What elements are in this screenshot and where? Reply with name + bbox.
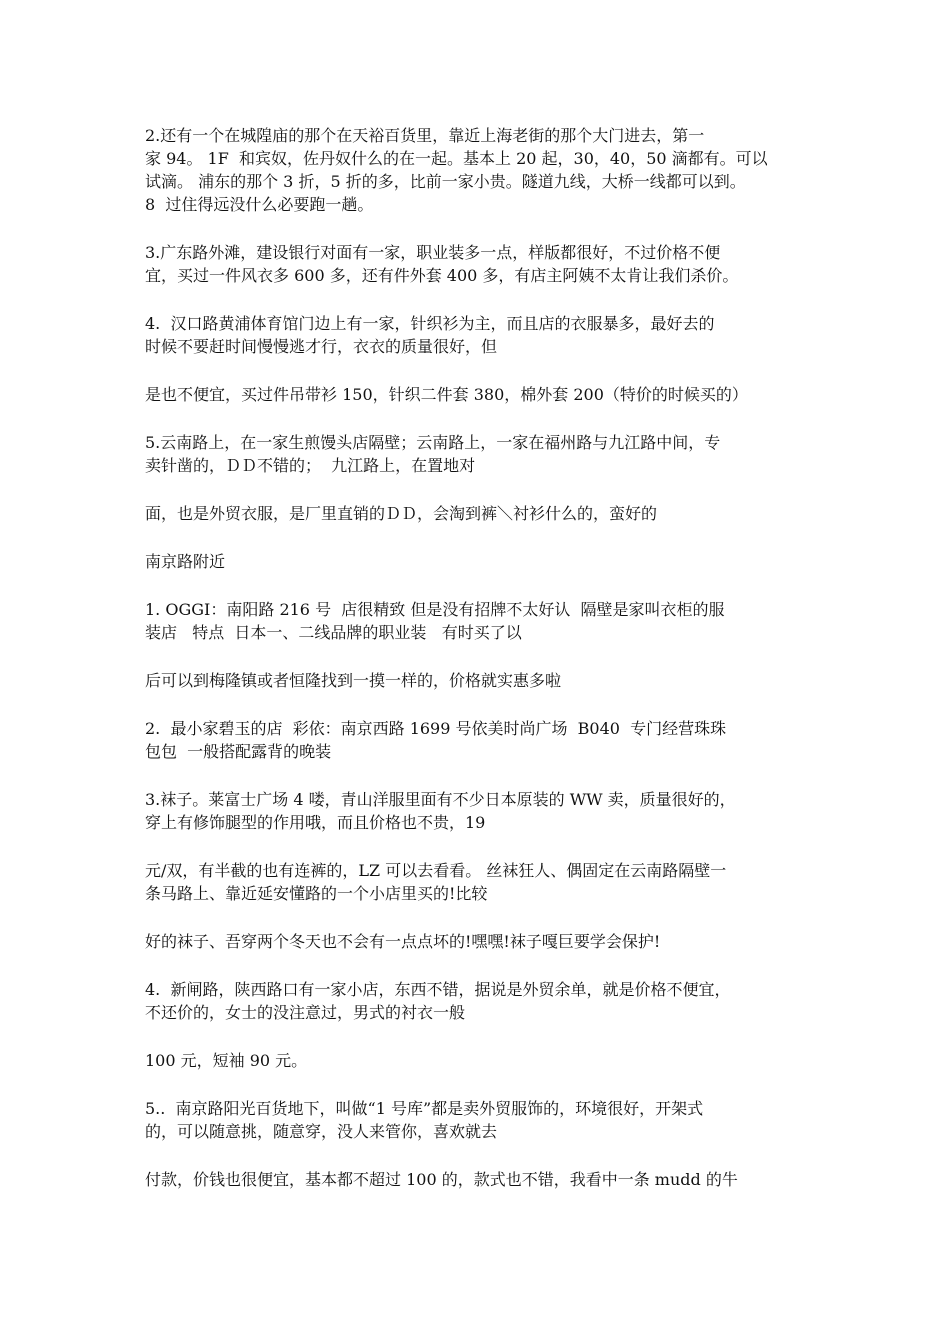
text-line: 8 过住得远没什么必要跑一趟。 <box>145 195 374 214</box>
text-line: 条马路上、靠近延安懂路的一个小店里买的!比较 <box>145 884 488 903</box>
text-line: 5.. 南京路阳光百货地下，叫做“1 号库”都是卖外贸服饰的，环境很好，开架式 <box>145 1099 704 1118</box>
text-line: 100 元，短袖 90 元。 <box>145 1051 308 1070</box>
text-line: 2.还有一个在城隍庙的那个在天裕百货里，靠近上海老街的那个大门进去，第一 <box>145 126 705 145</box>
paragraph <box>145 788 815 834</box>
paragraph <box>145 598 815 644</box>
paragraph <box>145 1168 815 1191</box>
paragraph <box>145 669 815 692</box>
text-line: 4. 汉口路黄浦体育馆门边上有一家，针织衫为主，而且店的衣服暴多，最好去的 <box>145 314 715 333</box>
text-line: 2. 最小家碧玉的店 彩依：南京西路 1699 号依美时尚广场 B040 专门经营珠珠 <box>145 719 727 738</box>
text-line: 穿上有修饰腿型的作用哦，而且价格也不贵，19 <box>145 813 486 832</box>
text-line: 时候不要赶时间慢慢逃才行，衣衣的质量很好，但 <box>145 337 498 356</box>
text-line: 好的袜子、吾穿两个冬天也不会有一点点坏的!嘿嘿!袜子嘎巨要学会保护! <box>145 932 661 951</box>
document-page <box>145 124 815 1216</box>
paragraph <box>145 717 815 763</box>
paragraph <box>145 1049 815 1072</box>
text-line: 1. OGGI：南阳路 216 号 店很精致 但是没有招牌不太好认 隔壁是家叫衣柜的服 <box>145 600 725 619</box>
paragraph <box>145 124 815 216</box>
text-line: 南京路附近 <box>145 552 226 571</box>
paragraph <box>145 502 815 525</box>
text-line: 5.云南路上，在一家生煎馒头店隔壁；云南路上，一家在福州路与九江路中间，专 <box>145 433 721 452</box>
paragraph <box>145 859 815 905</box>
text-line: 是也不便宜，买过件吊带衫 150，针织二件套 380，棉外套 200（特价的时候买的） <box>145 385 748 404</box>
text-line: 家 94。 1F 和宾奴，佐丹奴什么的在一起。基本上 20 起，30，40，50 滴都有。可以 <box>145 149 768 168</box>
text-line: 卖针凿的，ＤＤ不错的； 九江路上，在置地对 <box>145 456 476 475</box>
text-line: 不还价的，女士的没注意过，男式的衬衣一般 <box>145 1003 466 1022</box>
text-line: 3.袜子。莱富士广场 4 喽，青山洋服里面有不少日本原装的 WW 卖，质量很好的， <box>145 790 736 809</box>
text-line: 试滴。 浦东的那个 3 折，5 折的多，比前一家小贵。隧道九线，大桥一线都可以到。 <box>145 172 746 191</box>
paragraph <box>145 550 815 573</box>
paragraph <box>145 383 815 406</box>
paragraph <box>145 1097 815 1143</box>
text-line: 装店 特点 日本一、二线品牌的职业装 有时买了以 <box>145 623 522 642</box>
text-line: 4. 新闸路，陕西路口有一家小店，东西不错，据说是外贸余单，就是价格不便宜， <box>145 980 731 999</box>
text-line: 后可以到梅隆镇或者恒隆找到一摸一样的，价格就实惠多啦 <box>145 671 562 690</box>
text-line: 面，也是外贸衣服，是厂里直销的ＤＤ，会淘到裤＼衬衫什么的，蛮好的 <box>145 504 658 523</box>
text-line: 宜，买过一件风衣多 600 多，还有件外套 400 多，有店主阿姨不太肯让我们杀价。 <box>145 266 739 285</box>
paragraph <box>145 431 815 477</box>
text-line: 的，可以随意挑，随意穿，没人来管你，喜欢就去 <box>145 1122 498 1141</box>
text-line: 付款，价钱也很便宜，基本都不超过 100 的，款式也不错，我看中一条 mudd 的牛 <box>145 1170 738 1189</box>
paragraph <box>145 312 815 358</box>
text-line: 3.广东路外滩，建设银行对面有一家，职业装多一点，样版都很好，不过价格不便 <box>145 243 721 262</box>
text-line: 包包 一般搭配露背的晚装 <box>145 742 332 761</box>
text-line: 元/双，有半截的也有连裤的，LZ 可以去看看。 丝袜狂人、偶固定在云南路隔壁一 <box>145 861 727 880</box>
paragraph <box>145 930 815 953</box>
paragraph <box>145 241 815 287</box>
paragraph <box>145 978 815 1024</box>
